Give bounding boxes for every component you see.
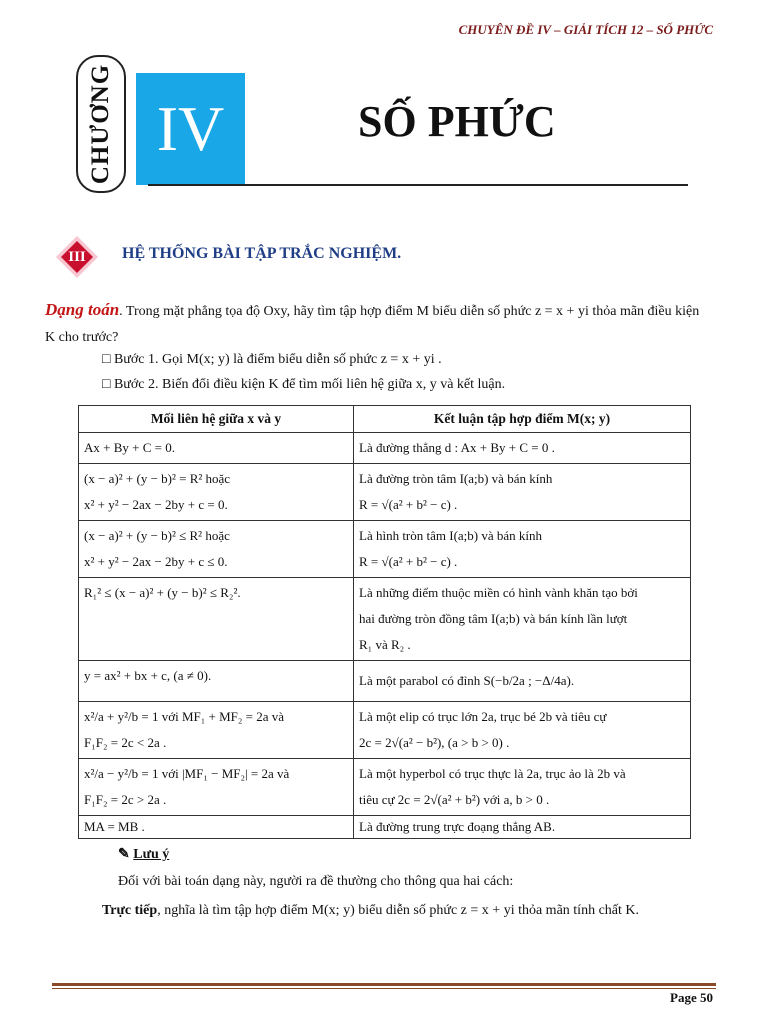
cell-line: Là hình tròn tâm I(a;b) và bán kính [359, 528, 543, 543]
cell-line: (x − a)² + (y − b)² ≤ R² hoặc [84, 528, 230, 543]
cell-line: y = ax² + bx + c, (a ≠ 0). [84, 668, 212, 683]
table-row [79, 661, 691, 702]
cell-line: Là những điểm thuộc miền có hình vành khăn tạo bởi [359, 585, 638, 600]
table-row [79, 816, 691, 839]
cell-line: R₁² ≤ (x − a)² + (y − b)² ≤ R₂². [84, 585, 241, 600]
table-cell [79, 759, 354, 816]
table-cell [79, 702, 354, 759]
chapter-label [76, 55, 126, 193]
table-cell [79, 464, 354, 521]
cell-line: tiêu cự 2c = 2√(a² + b²) với a, b > 0 . [359, 792, 550, 807]
cell-line: Là đường trung trực đoạng thẳng AB. [359, 819, 556, 834]
problem-type-label: Dạng toán [45, 300, 120, 319]
table-cell [79, 578, 354, 661]
footer-rule-thin [52, 988, 716, 989]
table-cell [79, 521, 354, 578]
note-heading [118, 846, 169, 863]
cell-line: R = √(a² + b² − c) . [359, 554, 458, 569]
table-cell [354, 521, 691, 578]
cell-line: Là đường thẳng d : Ax + By + C = 0 . [359, 440, 555, 455]
footer-rule [52, 983, 716, 986]
table-cell [79, 816, 354, 839]
table-cell [354, 702, 691, 759]
problem-intro [45, 297, 705, 351]
cell-line: Là một parabol có đỉnh S(−b/2a ; −Δ/4a). [359, 673, 575, 688]
table-row [79, 578, 691, 661]
running-header: CHUYÊN ĐỀ IV – GIẢI TÍCH 12 – SỐ PHỨC [458, 22, 713, 37]
cell-line: Là một hyperbol có trục thực là 2a, trục ảo là 2b và [359, 766, 626, 781]
table-row [79, 464, 691, 521]
table-cell [79, 661, 354, 702]
cell-line: 2c = 2√(a² − b²), (a > b > 0) . [359, 735, 510, 750]
step-1: □ Bước 1. Gọi M(x; y) là điểm biểu diễn số phức z = x + yi . [102, 352, 442, 367]
note-line-2 [102, 903, 639, 919]
cell-line: R = √(a² + b² − c) . [359, 497, 458, 512]
cell-line: x² + y² − 2ax − 2by + c = 0. [84, 497, 228, 512]
table-cell [354, 464, 691, 521]
cell-line: Ax + By + C = 0. [84, 440, 175, 455]
chapter-numeral: IV [156, 93, 225, 164]
cell-line: MA = MB . [84, 819, 145, 834]
cell-line: x² + y² − 2ax − 2by + c ≤ 0. [84, 554, 228, 569]
cell-line: Là đường tròn tâm I(a;b) và bán kính [359, 471, 553, 486]
pencil-icon: ✎ [118, 847, 134, 862]
section-badge: III [68, 248, 86, 265]
cell-line: x²/a − y²/b = 1 với |MF₁ − MF₂| = 2a và [84, 766, 290, 781]
cell-line: F₁F₂ = 2c < 2a . [84, 735, 167, 750]
cell-line: Là một elip có trục lớn 2a, trục bé 2b và tiêu cự [359, 709, 607, 724]
chapter-title: SỐ PHỨC [358, 97, 556, 146]
problem-intro-text: . Trong mặt phẳng tọa độ Oxy, hãy tìm tập hợp điểm M biểu diễn số phức z = x + yi thỏa mãn điều kiện K cho trước? [45, 304, 700, 345]
chapter-numeral-box [136, 73, 245, 185]
table-row [79, 521, 691, 578]
page-number: Page 50 [670, 990, 713, 1005]
table-cell [354, 661, 691, 702]
cell-line: x²/a + y²/b = 1 với MF₁ + MF₂ = 2a và [84, 709, 285, 724]
table-row [79, 759, 691, 816]
table-header: Kết luận tập hợp điểm M(x; y) [354, 406, 691, 433]
chapter-label-text: CHƯƠNG [87, 63, 114, 185]
cell-line: (x − a)² + (y − b)² = R² hoặc [84, 471, 231, 486]
step-2: □ Bước 2. Biến đổi điều kiện K để tìm mối liên hệ giữa x, y và kết luận. [102, 377, 506, 392]
table-row [79, 702, 691, 759]
table-header: Mối liên hệ giữa x và y [79, 406, 354, 433]
note-direct-text: , nghĩa là tìm tập hợp điểm M(x; y) biểu diễn số phức z = x + yi thỏa mãn tính chất K. [157, 903, 639, 918]
note-title: Lưu ý [133, 847, 170, 862]
locus-table [78, 405, 691, 839]
note-line-1: Đối với bài toán dạng này, người ra đề thường cho thông qua hai cách: [118, 874, 514, 889]
cell-line: R₁ và R₂ . [359, 637, 411, 652]
note-direct-label: Trực tiếp [102, 903, 158, 918]
table-row [79, 433, 691, 464]
table-cell [354, 759, 691, 816]
table-cell [354, 433, 691, 464]
cell-line: hai đường tròn đồng tâm I(a;b) và bán kính lần lượt [359, 611, 628, 626]
table-header-row [79, 406, 691, 433]
cell-line: F₁F₂ = 2c > 2a . [84, 792, 167, 807]
table-cell [354, 816, 691, 839]
table-cell [79, 433, 354, 464]
section-title: HỆ THỐNG BÀI TẬP TRẮC NGHIỆM. [122, 245, 402, 262]
table-cell [354, 578, 691, 661]
title-rule [148, 184, 688, 186]
